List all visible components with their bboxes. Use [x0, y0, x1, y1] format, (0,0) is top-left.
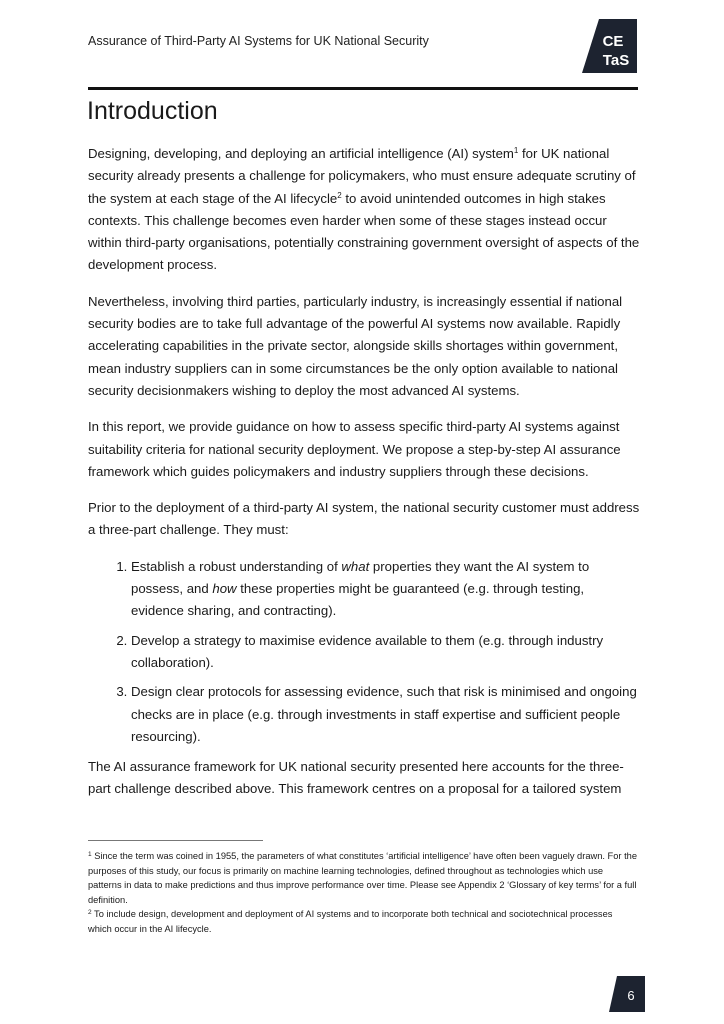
- footnote-divider: [88, 840, 263, 841]
- cetas-logo: [582, 19, 637, 73]
- header-divider: [88, 87, 638, 90]
- footnote-ref-1[interactable]: 1: [513, 146, 519, 155]
- section-heading: Introduction: [87, 97, 218, 125]
- logo-text-top: CE: [602, 33, 624, 50]
- list-item: 2. Develop a strategy to maximise evidence available to them (e.g. through industry collaboration).: [131, 630, 640, 675]
- paragraph-2: Nevertheless, involving third parties, particularly industry, is increasingly essential if national security bodies are to take full advantage of the powerful AI systems now available. Rapidly accelerating capabilities in the private sector, alongside skills shortages within government, mean industry suppliers can in some circumstances be the only option available to national security decisionmakers wishing to deploy the most advanced AI systems.: [88, 293, 623, 398]
- footnotes: [88, 849, 638, 937]
- list-item: 3. Design clear protocols for assessing evidence, such that risk is minimised and ongoing checks are in place (e.g. through investments in staff expertise and sufficient people resourcing).: [131, 681, 640, 748]
- footnote-1: $^1$ Since the term was coined in 1955, the parameters of what constitutes ‘artificial intelligence’ have often been vaguely drawn. For the purposes of this study, our focus is primarily on machine learning technologies, defined throughout as technologies which use patterns in data to make predictions and thus improve performance over time. Please see Appendix 2 ‘Glossary of key terms’ for a full definition.: [88, 851, 638, 905]
- paragraph-3: In this report, we provide guidance on how to assess specific third-party AI systems against suitability criteria for national security deployment. We propose a step-by-step AI assurance framework which guides policymakers and industry suppliers through these decisions.: [88, 419, 621, 479]
- paragraph-4: Prior to the deployment of a third-party AI system, the national security customer must address a three-part challenge. They must:: [88, 500, 640, 538]
- paragraph-5: The AI assurance framework for UK national security presented here accounts for the three-part challenge described above. This framework centres on a proposal for a tailored system: [88, 759, 624, 797]
- running-header: Assurance of Third-Party AI Systems for UK National Security: [88, 34, 429, 48]
- footnote-ref-2[interactable]: 2: [337, 190, 342, 200]
- paragraph-1: Designing, developing, and deploying an artificial intelligence (AI) system$^1$ for UK national security already presents a challenge for policymakers, who must ensure adequate scrutiny of the system at each stage of the AI lifecycle$^2$ to avoid unintended outcomes in high stakes contexts. This challenge becomes even harder when some of these stages instead occur within third-party organisations, potentially constraining government oversight of aspects of the development process.: [88, 146, 640, 273]
- logo-text-bottom: TaS: [602, 52, 630, 69]
- challenge-list: [88, 556, 640, 748]
- footnote-2: $^2$ To include design, development and deployment of AI systems and to incorporate both technical and sociotechnical processes which occur in the AI lifecycle.: [88, 909, 613, 934]
- page-number: 6: [627, 988, 635, 1003]
- list-item: 1. Establish a robust understanding of what properties they want the AI system to possess, and how these properties might be guaranteed (e.g. through testing, evidence sharing, and contracting).: [131, 556, 640, 623]
- body-content: [88, 143, 640, 815]
